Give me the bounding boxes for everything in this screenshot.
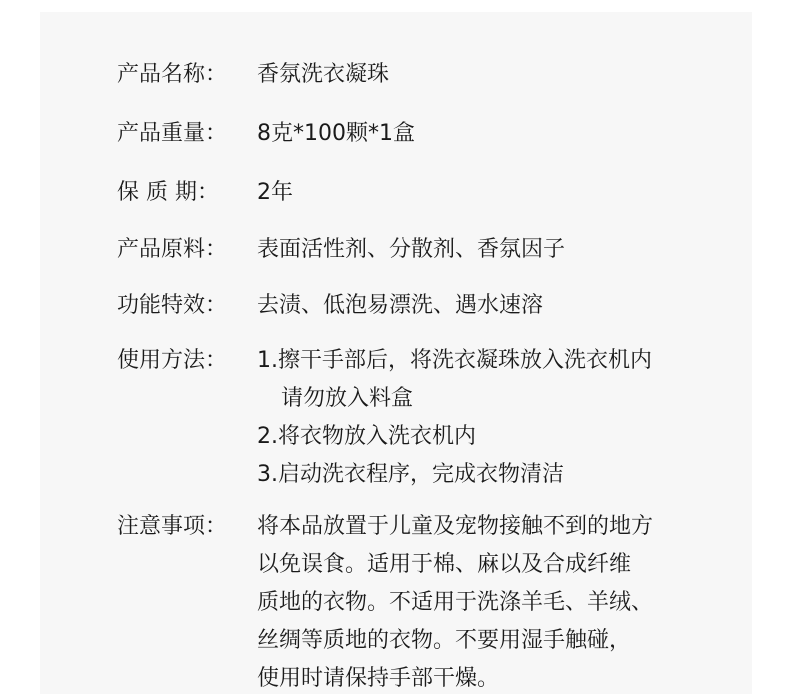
product-name-label: 产品名称：	[117, 62, 228, 87]
usage-label: 使用方法：	[117, 348, 228, 373]
product-name-value: 香氛洗衣凝珠	[257, 62, 390, 87]
usage-value	[257, 342, 737, 494]
notes-line: 质地的衣物。不适用于洗涤羊毛、羊绒、	[257, 590, 654, 615]
features-value: 去渍、低泡易漂洗、遇水速溶	[257, 293, 544, 318]
notes-value	[257, 508, 737, 698]
product-weight-value: 8克*100颗*1盒	[257, 121, 415, 146]
product-weight-label: 产品重量：	[117, 121, 228, 146]
usage-line: 1.擦干手部后，将洗衣凝珠放入洗衣机内	[257, 348, 652, 373]
features-label: 功能特效：	[117, 293, 228, 318]
notes-line: 以免误食。适用于棉、麻以及合成纤维	[257, 552, 632, 577]
usage-line: 3.启动洗衣程序，完成衣物清洁	[257, 462, 564, 487]
notes-label: 注意事项：	[117, 514, 228, 539]
shelf-life-label: 保 质 期：	[117, 180, 219, 205]
notes-line: 使用时请保持手部干燥。	[257, 666, 500, 691]
ingredients-value: 表面活性剂、分散剂、香氛因子	[257, 237, 566, 262]
ingredients-label: 产品原料：	[117, 237, 228, 262]
shelf-life-value: 2年	[257, 180, 293, 205]
usage-line: 2.将衣物放入洗衣机内	[257, 424, 476, 449]
notes-line: 丝绸等质地的衣物。不要用湿手触碰，	[257, 628, 632, 653]
usage-line: 请勿放入料盒	[281, 386, 414, 411]
notes-line: 将本品放置于儿童及宠物接触不到的地方	[257, 514, 654, 539]
